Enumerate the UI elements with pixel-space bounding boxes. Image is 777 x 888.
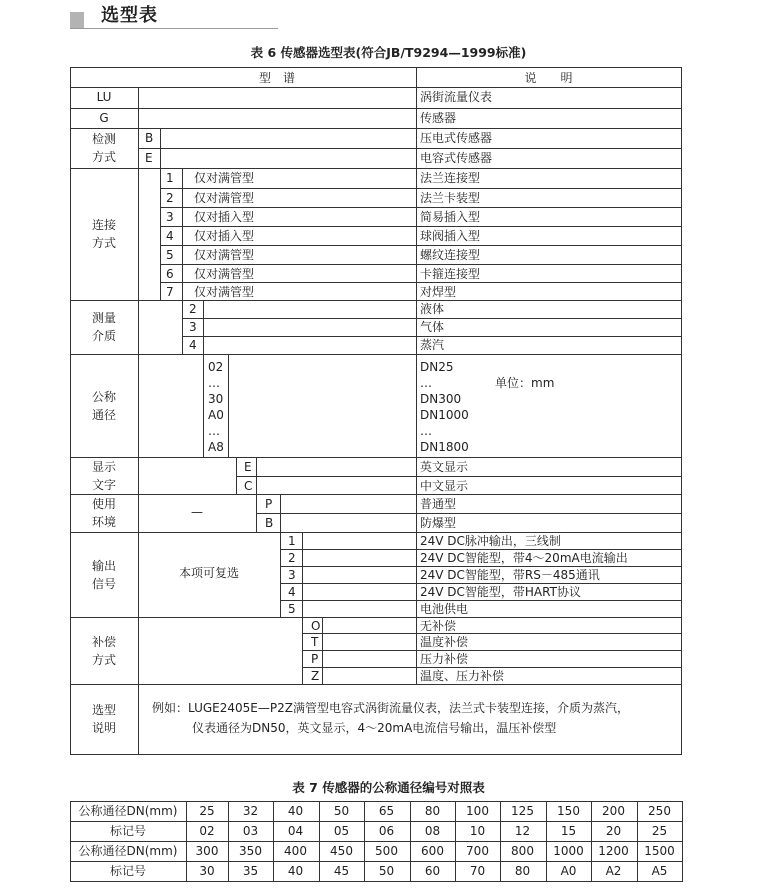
table6-caption: 表 6 传感器选型表(符合JB/T9294—1999标准)	[250, 45, 527, 60]
env-code-P: P	[265, 497, 273, 511]
connect-code-5: 5	[166, 248, 174, 262]
output-code-4: 4	[288, 585, 296, 599]
env-desc-P: 普通型	[420, 497, 457, 511]
display-code-C: C	[244, 479, 253, 493]
table7-cell: 1500	[644, 844, 675, 858]
v-rule	[681, 67, 682, 755]
table7-row-head: 公称通径DN(mm)	[78, 844, 178, 858]
h-rule	[70, 128, 681, 129]
table6-header-left: 型 谱	[258, 71, 295, 85]
table7-cell: 200	[602, 804, 625, 818]
connect-type-5: 仅对满管型	[194, 248, 255, 262]
output-desc-1: 24V DC脉冲输出，三线制	[420, 534, 561, 548]
nominal-desc-2: DN300	[420, 392, 462, 406]
output-code-2: 2	[288, 551, 296, 565]
h-rule	[70, 494, 681, 495]
connect-type-3: 仅对插入型	[194, 210, 255, 224]
h-rule	[182, 336, 681, 337]
nominal-desc-4: …	[420, 424, 432, 438]
connect-type-7: 仅对满管型	[194, 285, 255, 299]
output-desc-2: 24V DC智能型，带4～20mA电流输出	[420, 551, 628, 565]
table7-cell: 20	[605, 824, 622, 838]
v-rule	[203, 300, 204, 354]
h-rule	[70, 754, 682, 755]
connect-desc-6: 卡箍连接型	[420, 267, 481, 281]
h-rule	[302, 650, 681, 651]
table7-cell: 150	[557, 804, 580, 818]
table7-cell: 50	[378, 864, 395, 878]
h-rule	[256, 513, 681, 514]
h-rule	[160, 188, 681, 189]
v-rule	[228, 354, 229, 457]
table7-cell: 06	[378, 824, 395, 838]
v-rule	[280, 532, 281, 617]
table7-cell: 03	[242, 824, 259, 838]
h-rule	[70, 354, 681, 355]
v-rule	[138, 684, 139, 754]
section-title: 选型表	[101, 5, 158, 26]
table7-cell: 1000	[553, 844, 584, 858]
table7-row-head: 标记号	[109, 864, 146, 878]
section-rule	[70, 28, 278, 29]
table7-cell: 32	[242, 804, 259, 818]
detect-label: 检测 方式	[91, 132, 116, 164]
example-line2: 仪表通径为DN50，英文显示，4～20mA电流信号输出，温压补偿型	[192, 721, 557, 735]
table7-cell: 25	[199, 804, 215, 818]
table7-cell: 05	[333, 824, 350, 838]
connect-type-1: 仅对满管型	[194, 171, 255, 185]
comp-desc-Z: 温度、压力补偿	[420, 669, 505, 683]
medium-desc-2: 液体	[420, 302, 445, 316]
comp-code-T: T	[311, 635, 319, 649]
h-rule	[236, 476, 681, 477]
h-rule	[70, 108, 681, 109]
medium-desc-3: 气体	[420, 320, 445, 334]
connect-label: 连接 方式	[91, 218, 116, 250]
table7-cell: 500	[375, 844, 398, 858]
v-rule	[416, 67, 417, 684]
table7-cell: 12	[514, 824, 531, 838]
table7-cell: 80	[514, 864, 531, 878]
table7-row-head: 标记号	[109, 824, 146, 838]
h-rule	[280, 566, 681, 567]
connect-type-2: 仅对满管型	[194, 191, 255, 205]
connect-code-4: 4	[166, 229, 174, 243]
table7-cell: 35	[242, 864, 259, 878]
nominal-code-0: 02	[208, 360, 224, 374]
h-rule	[70, 617, 681, 618]
h-rule	[160, 282, 681, 283]
nominal-code-3: A0	[208, 408, 224, 422]
table7-cell: 65	[378, 804, 395, 818]
output-code-5: 5	[288, 602, 296, 616]
row-g-desc: 传感器	[420, 111, 457, 125]
table7-cell: A0	[560, 864, 577, 878]
output-desc-5: 电池供电	[420, 602, 469, 616]
comp-code-O: O	[311, 619, 321, 633]
v-rule	[280, 494, 281, 532]
h-rule	[70, 67, 682, 68]
connect-desc-4: 球阀插入型	[420, 229, 481, 243]
comp-code-P: P	[311, 652, 319, 666]
table7-cell: 50	[333, 804, 350, 818]
table7-cell: A5	[651, 864, 668, 878]
table7-cell: 40	[287, 804, 304, 818]
v-rule	[138, 87, 139, 684]
output-note: 本项可复选	[178, 566, 239, 580]
display-desc-E: 英文显示	[420, 460, 469, 474]
medium-desc-4: 蒸汽	[420, 338, 445, 352]
output-desc-4: 24V DC智能型，带HART协议	[420, 585, 581, 599]
row-g-code: G	[99, 111, 109, 125]
row-lu-code: LU	[96, 90, 112, 104]
nominal-desc-0: DN25	[420, 360, 454, 374]
table7-cell: 1200	[598, 844, 629, 858]
nominal-code-4: …	[208, 424, 220, 438]
h-rule	[280, 600, 681, 601]
section-marker	[70, 12, 84, 28]
table7-cell: 08	[424, 824, 441, 838]
table7-cell: 800	[511, 844, 534, 858]
comp-desc-T: 温度补偿	[420, 635, 469, 649]
h-rule	[70, 457, 681, 458]
table7-row-head: 公称通径DN(mm)	[78, 804, 178, 818]
env-code-B: B	[265, 516, 274, 530]
comp-code-Z: Z	[311, 669, 320, 683]
connect-type-6: 仅对满管型	[194, 267, 255, 281]
display-label: 显示 文字	[91, 460, 116, 492]
table7-cell: 100	[466, 804, 489, 818]
table7-cell: 125	[511, 804, 534, 818]
table7-cell: 700	[466, 844, 489, 858]
table7-cell: 600	[421, 844, 444, 858]
connect-desc-7: 对焊型	[420, 285, 457, 299]
connect-code-3: 3	[166, 210, 174, 224]
connect-desc-3: 简易插入型	[420, 210, 481, 224]
nominal-label: 公称 通径	[91, 390, 116, 422]
row-lu-desc: 涡街流量仪表	[420, 90, 493, 104]
connect-desc-5: 螺纹连接型	[420, 248, 481, 262]
table7-cell: 300	[195, 844, 219, 858]
grid-rule	[682, 801, 683, 881]
detect-desc-B: 压电式传感器	[420, 131, 493, 145]
table7-cell: 25	[651, 824, 668, 838]
h-rule	[70, 168, 681, 169]
table7-cell: 400	[284, 844, 307, 858]
h-rule	[160, 264, 681, 265]
connect-code-1: 1	[166, 171, 174, 185]
nominal-desc-5: DN1800	[420, 440, 469, 454]
v-rule	[256, 457, 257, 494]
nominal-desc-3: DN1000	[420, 408, 469, 422]
v-rule	[160, 168, 161, 300]
v-rule	[182, 300, 183, 354]
v-rule	[302, 532, 303, 617]
table7-cell: 80	[424, 804, 441, 818]
example-label: 选型 说明	[91, 703, 116, 735]
table7-caption: 表 7 传感器的公称通径编号对照表	[292, 780, 485, 795]
h-rule	[280, 583, 681, 584]
medium-code-2: 2	[189, 302, 197, 316]
detect-desc-E: 电容式传感器	[420, 151, 493, 165]
table7-cell: 60	[424, 864, 441, 878]
table7-cell: 30	[199, 864, 215, 878]
h-rule	[182, 318, 681, 319]
connect-desc-2: 法兰卡装型	[420, 191, 481, 205]
table7-cell: 15	[560, 824, 577, 838]
detect-code-E: E	[145, 151, 153, 165]
table7-cell: 10	[469, 824, 486, 838]
env-dash: —	[191, 505, 203, 519]
h-rule	[138, 148, 681, 149]
connect-code-2: 2	[166, 191, 174, 205]
output-label: 输出 信号	[91, 559, 116, 591]
output-desc-3: 24V DC智能型，带RS－485通讯	[420, 568, 600, 582]
nominal-code-5: A8	[208, 440, 224, 454]
table7-cell: A2	[605, 864, 622, 878]
comp-label: 补偿 方式	[91, 635, 116, 667]
h-rule	[70, 300, 681, 301]
h-rule	[280, 549, 681, 550]
table7-cell: 02	[199, 824, 215, 838]
table7-cell: 45	[333, 864, 350, 878]
h-rule	[160, 226, 681, 227]
h-rule	[160, 245, 681, 246]
h-rule	[70, 532, 681, 533]
table7-cell: 40	[287, 864, 304, 878]
env-label: 使用 环境	[91, 497, 116, 529]
table7-cell: 250	[648, 804, 671, 818]
table7-cell: 450	[330, 844, 353, 858]
nominal-code-1: …	[208, 376, 220, 390]
v-rule	[302, 617, 303, 684]
nominal-code-2: 30	[208, 392, 224, 406]
comp-desc-O: 无补偿	[420, 619, 457, 633]
display-desc-C: 中文显示	[420, 479, 469, 493]
nominal-desc-1: …	[420, 376, 432, 390]
example-line1: 例如：LUGE2405E—P2Z满管型电容式涡街流量仪表，法兰式卡装型连接，介质为蒸汽，	[152, 701, 629, 715]
h-rule	[160, 207, 681, 208]
h-rule	[302, 667, 681, 668]
table6-header-right: 说 明	[524, 71, 573, 85]
output-code-1: 1	[288, 534, 296, 548]
h-rule	[302, 633, 681, 634]
medium-label: 测量 介质	[91, 311, 116, 343]
v-rule	[203, 354, 204, 457]
h-rule	[70, 87, 681, 88]
connect-desc-1: 法兰连接型	[420, 171, 481, 185]
display-code-E: E	[244, 460, 252, 474]
grid-rule	[70, 881, 683, 882]
v-rule	[236, 457, 237, 494]
h-rule	[70, 684, 681, 685]
v-rule	[182, 168, 183, 300]
table7-cell: 70	[469, 864, 486, 878]
detect-code-B: B	[145, 131, 154, 145]
table7-cell: 04	[287, 824, 304, 838]
output-code-3: 3	[288, 568, 296, 582]
v-rule	[322, 617, 323, 684]
comp-desc-P: 压力补偿	[420, 652, 469, 666]
medium-code-3: 3	[189, 320, 197, 334]
connect-code-7: 7	[166, 285, 174, 299]
medium-code-4: 4	[189, 338, 197, 352]
v-rule	[256, 494, 257, 532]
connect-type-4: 仅对插入型	[194, 229, 255, 243]
table7-cell: 350	[239, 844, 262, 858]
nominal-unit: 单位：mm	[495, 376, 555, 390]
env-desc-B: 防爆型	[420, 516, 457, 530]
connect-code-6: 6	[166, 267, 174, 281]
